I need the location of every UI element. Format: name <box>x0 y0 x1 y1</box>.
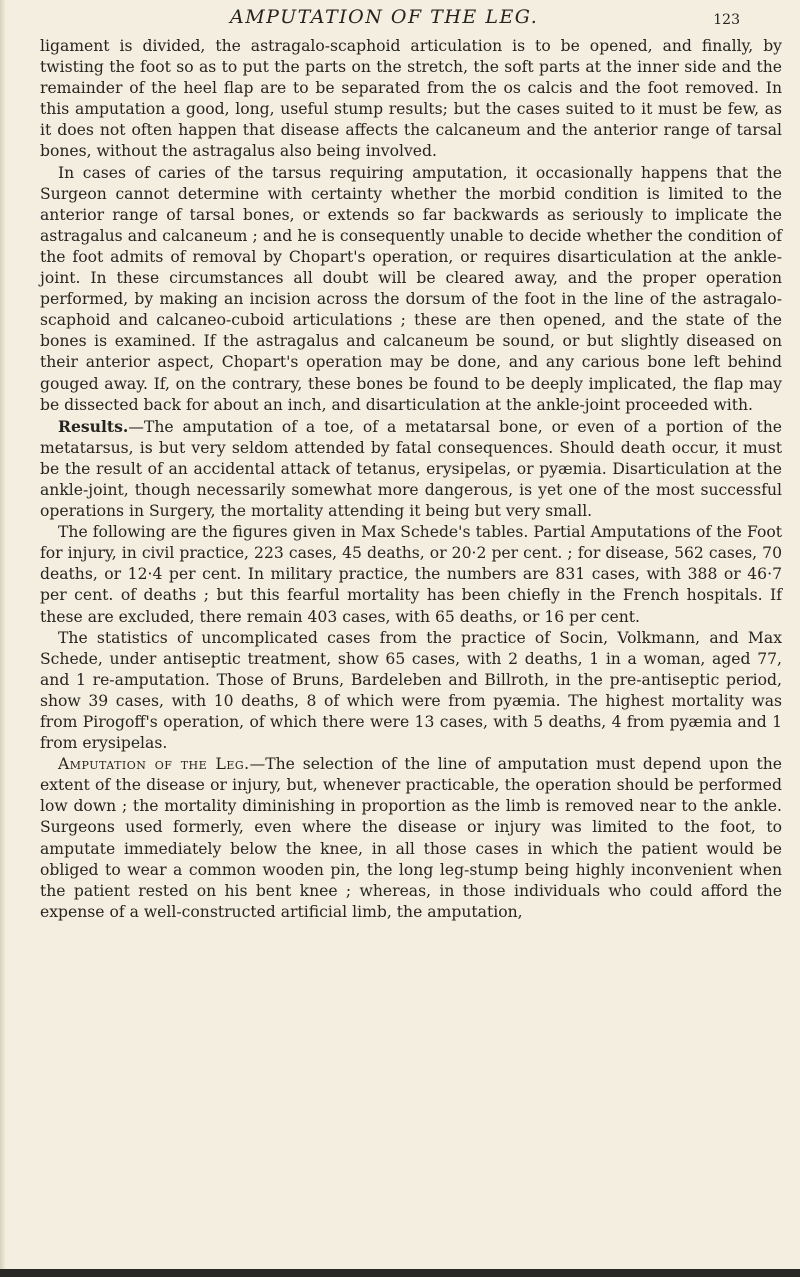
paragraph-text: The statistics of uncomplicated cases from the practice of Socin, Volkmann, and Max Schede, under antiseptic treatment, show 65 cases, with 2 deaths, 1 in a woman, aged 77, and 1 re-amputation. Those of Bruns, Bardeleben and Billroth, in the pre-antiseptic period, show 39 cases, with 10 deaths, 8 of which were from pyæmia. The highest mortality was from Pirogoff's operation, of which there were 13 cases, with 5 deaths, 4 from pyæmia and 1 from erysipelas. <box>40 628 782 753</box>
paragraph-results <box>40 416 782 522</box>
page-gutter-shadow <box>0 0 6 1277</box>
page-number: 123 <box>713 12 740 28</box>
section-lead-results: Results. <box>58 416 129 436</box>
paragraph-schede-tables <box>40 522 782 627</box>
paragraph-text: In cases of caries of the tarsus requiring amputation, it occasionally happens that the Surgeon cannot determine with certainty whether the morbid condition is limited to the anterior range of tarsal bones, or extends so far backwards as seriously to implicate the astragalus and calcaneum ; and he is consequently unable to decide whether the condition of the foot admits of removal by Chopart's operation, or requires disarticulation at the ankle-joint. In these circumstances all doubt will be cleared away, and the proper operation performed, by making an incision across the dorsum of the foot in the line of the astragalo-scaphoid and calcaneo-cuboid articulations ; these are then opened, and the state of the bones is examined. If the astragalus and calcaneum be sound, or but slightly diseased on their anterior aspect, Chopart's operation may be done, and any carious bone left behind gouged away. If, on the contrary, these bones be found to be deeply implicated, the flap may be dissected back for about an inch, and disarticulation at the ankle-joint proceeded with. <box>40 163 782 414</box>
running-header <box>0 2 800 36</box>
page-bottom-edge <box>0 1269 800 1277</box>
running-title: AMPUTATION OF THE LEG. <box>230 6 539 28</box>
paragraph-caries-tarsus <box>40 163 782 416</box>
paragraph-statistics <box>40 628 782 755</box>
paragraph-text: ligament is divided, the astragalo-scaphoid articulation is to be opened, and finally, by twisting the foot so as to put the parts on the stretch, the soft parts at the inner side and the remainder of the heel flap are to be separated from the os calcis and the foot removed. In this amputation a good, long, useful stump results; but the cases suited to it must be few, as it does not often happen that disease affects the calcaneum and the anterior range of tarsal bones, without the astragalus also being involved. <box>40 37 782 161</box>
section-lead-amputation-leg: Amputation of the Leg. <box>58 755 250 774</box>
paragraph-text: —The selection of the line of amputation must depend upon the extent of the disease or injury, but, whenever practicable, the operation should be performed low down ; the mortality diminishing in proportion as the limb is removed near to the ankle. Surgeons used formerly, even where the disease or injury was limited to the foot, to amputate immediately below the knee, in all those cases in which the patient would be obliged to wear a common wooden pin, the long leg-stump being highly inconvenient when the patient rested on his bent knee ; whereas, in those individuals who could afford the expense of a well-constructed artificial limb, the amputation, <box>40 755 783 921</box>
paragraph-text: The following are the figures given in Max Schede's tables. Partial Amputations of the Foot for injury, in civil practice, 223 cases, 45 deaths, or 20·2 per cent. ; for disease, 562 cases, 70 deaths, or 12·4 per cent. In military practice, the numbers are 831 cases, with 388 or 46·7 per cent. of deaths ; but this fearful mortality has been chiefly in the French hospitals. If these are excluded, there remain 403 cases, with 65 deaths, or 16 per cent. <box>40 523 782 626</box>
paragraph-continued <box>40 36 782 163</box>
paragraph-text: —The amputation of a toe, of a metatarsal bone, or even of a portion of the metatarsus, is but very seldom attended by fatal consequences. Should death occur, it must be the result of an accidental attack of tetanus, erysipelas, or pyæmia. Disarticulation at the ankle-joint, though necessarily somewhat more dangerous, is yet one of the most successful operations in Surgery, the mortality attending it being but very small. <box>40 417 782 521</box>
body-text <box>40 36 782 923</box>
paragraph-amputation-leg <box>40 754 782 923</box>
